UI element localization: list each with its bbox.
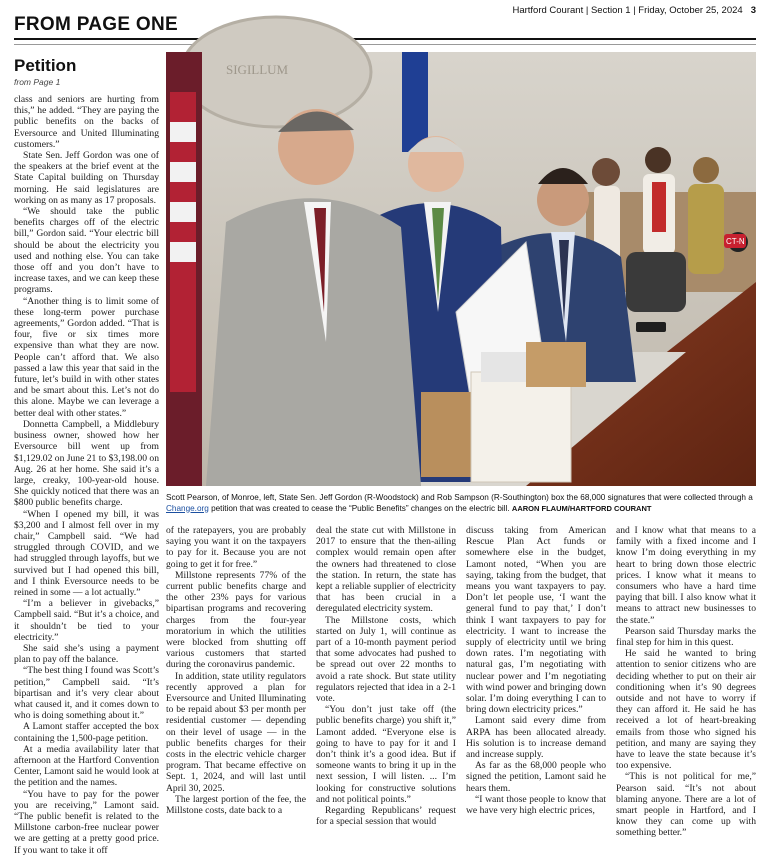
article-paragraph: of the ratepayers, you are probably saying you want it on the taxpayers to pay for it. Because you are not going to get it for free.” [166, 525, 306, 570]
article-paragraph: “The best thing I found was Scott’s petition,” Campbell said. “It’s bipartisan and it’s very clear about what caused it, and it comes down to who is doing something about it.” [14, 665, 159, 722]
article-paragraph: At a media availability later that afternoon at the Hartford Convention Center, Lamont said he would look at the petition and the names. [14, 743, 159, 789]
article-column-2 [166, 525, 306, 817]
section-title: FROM PAGE ONE [14, 14, 178, 35]
article-paragraph: He said he wanted to bring attention to senior citizens who are deciding whether to put on their air conditioning when it’s 90 degrees outside and not have to worry if they can afford it. He said he has received a lot of heart-breaking emails from those who signed his petition, and many are saying they have to leave the state because it’s too expensive. [616, 648, 756, 772]
caption-text-rest: petition that was created to cease the “Public Benefits” changes on the electric bill. [208, 503, 512, 513]
folio-text: Hartford Courant | Section 1 | Friday, October 25, 2024 [512, 5, 743, 16]
article-paragraph: Donnetta Campbell, a Middlebury business owner, showed how her Eversource bill went up from $1,129.02 on June 21 to $3,198.00 on Aug. 26 at her home. She said it’s a large, creaky, 100-year-old house. She quickly noticed that there was an $800 public benefits charge. [14, 418, 159, 509]
article-paragraph: State Sen. Jeff Gordon was one of the speakers at the brief event at the State Capital building on Thursday morning. He said legislatures are working on as many as 17 proposals. [14, 150, 159, 206]
jump-from-line: from Page 1 [14, 77, 61, 87]
caption-link[interactable]: Change.org [166, 503, 209, 513]
article-paragraph: Millstone represents 77% of the current public benefits charge and the other 23% pays for various bipartisan programs and recovering charges from the four-year moratorium in which the utilities were blocked from shutting off various customers that started during the coronavirus pandemic. [166, 569, 306, 671]
article-paragraph: The Millstone costs, which started on July 1, will continue as part of a 10-month payment period that some advocates had pushed to be spread out over 22 months to avoid a rate shock. But state utility regulators rejected that idea in a 2-1 vote. [316, 614, 456, 705]
article-paragraph: In addition, state utility regulators recently approved a plan for Eversource and United Illuminating to be repaid about $3 per month per residential customer — depending on their level of usage — in the public benefits charges for their costs in the electric vehicle charger program. That became effective on Sept. 1, 2024, and will last until April 30, 2025. [166, 670, 306, 794]
article-paragraph: deal the state cut with Millstone in 2017 to ensure that the then-ailing complex would remain open after the owners had threatened to close the station. In return, the state has kept a reliable supplier of electricity that has been crucial in a deregulated electricity system. [316, 525, 456, 615]
article-paragraph: A Lamont staffer accepted the box containing the 1,500-page petition. [14, 721, 159, 744]
article-column-1 [14, 94, 159, 856]
article-paragraph: class and seniors are hurting from this,” he added. “They are paying the public benefits on the backs of Eversource and United Illuminating customers.” [14, 94, 159, 150]
article-paragraph: Regarding Republicans’ request for a special session that would [316, 805, 456, 828]
photo-illustration [166, 52, 756, 486]
page-number: 3 [750, 5, 756, 16]
article-paragraph: “You don’t just take off (the public benefits charge) you shift it,” Lamont added. “Everyone else is going to have to pay for it and I don’t think it’s a good idea. But if someone wants to bring it up in the next session, I will listen. ... I’m looking for constructive solutions and not political points.” [316, 704, 456, 805]
story-title: Petition [14, 56, 77, 75]
article-column-3 [316, 525, 456, 828]
photo-credit: AARON FLAUM/HARTFORD COURANT [511, 503, 652, 513]
article-paragraph: “Another thing is to limit some of these long-term power purchase agreements,” Gordon added. “That is four, five or six times more expensive than what they are now. People can’t afford that. We also passed a law this year that said in the future, let’s build in with other states and be smart about this. Let’s not do this alone. Maybe we can leverage a better deal with other states.” [14, 295, 159, 419]
page-header [14, 0, 756, 36]
article-paragraph: Pearson said Thursday marks the final step for him in this quest. [616, 625, 756, 649]
header-rule-thin [14, 44, 756, 45]
article-paragraph: “I’m a believer in givebacks,” Campbell said. “But it’s a choice, and it shouldn’t be tied to your electricity.” [14, 598, 159, 643]
article-paragraph: “You have to pay for the power you are receiving,” Lamont said. “The public benefit is related to the Millstone carbon-free nuclear power we are getting at a pretty good price. If you want to take it off [14, 788, 159, 856]
article-paragraph: As far as the 68,000 people who signed the petition, Lamont said he hears them. [466, 760, 606, 794]
jump-head [14, 56, 159, 87]
article-paragraph: and I know what that means to a family with a fixed income and I know I’m doing everything in my heart to bring down those electric prices. I know what it means to consumers who have a hard time paying that bill. I also know what it means to attract new businesses to the state.” [616, 525, 756, 626]
article-paragraph: She said she’s using a payment plan to pay off the balance. [14, 642, 159, 666]
caption-text: Scott Pearson, of Monroe, left, State Sen. Jeff Gordon (R-Woodstock) and Rob Sampson (R-Southington) box the 68,000 signatures that were collected through a [166, 493, 753, 502]
article-paragraph: The largest portion of the fee, the Millstone costs, date back to a [166, 793, 306, 817]
mic-label: CT-N [726, 237, 745, 246]
article-paragraph: “When I opened my bill, it was $3,200 and I almost fell over in my chair,” Campbell said. “We had struggled through COVID, and we had struggled through layoffs, but we survived but I had opened this bill, and I think Eversource needs to be reined in some — a lot actually.” [14, 508, 159, 598]
article-paragraph: discuss taking from American Rescue Plan Act funds or somewhere else in the budget, Lamont noted, “When you are saying, taking from the budget, that means you want taxpayers to pay. Don’t let people use, ‘I want the general fund to pay that,’ I don’t think I want taxpayers to pay for electricity. I want to increase the supply of electricity until we bring down rates. I’m negotiating with natural gas, I’m negotiating with nuclear power and I’m negotiating with wind power and bringing down solar. I’m doing everything I can to bring down electricity prices.” [466, 525, 606, 716]
article-paragraph: “We should take the public benefits charges off of the electric bill,” Gordon said. “Your electric bill should be about the electricity you used and nothing else. You can take those off and you don’t have to increase taxes, and we can keep these programs. [14, 206, 159, 296]
news-photo [166, 52, 756, 486]
photo-caption [166, 493, 756, 514]
folio [512, 5, 756, 16]
article-paragraph: “I want those people to know that we have very high electric prices, [466, 793, 606, 817]
article-paragraph: Lamont said every dime from ARPA has been allocated already. His solution is to increase demand and increase supply. [466, 715, 606, 761]
article-column-5 [616, 525, 756, 839]
article-column-4 [466, 525, 606, 817]
seal-text: SIGILLUM [226, 62, 289, 77]
article-paragraph: “This is not political for me,” Pearson said. “It’s not about blaming anyone. There are a lot of smart people in Hartford, and I know they can come up with something better.” [616, 771, 756, 839]
header-rule [14, 38, 756, 40]
